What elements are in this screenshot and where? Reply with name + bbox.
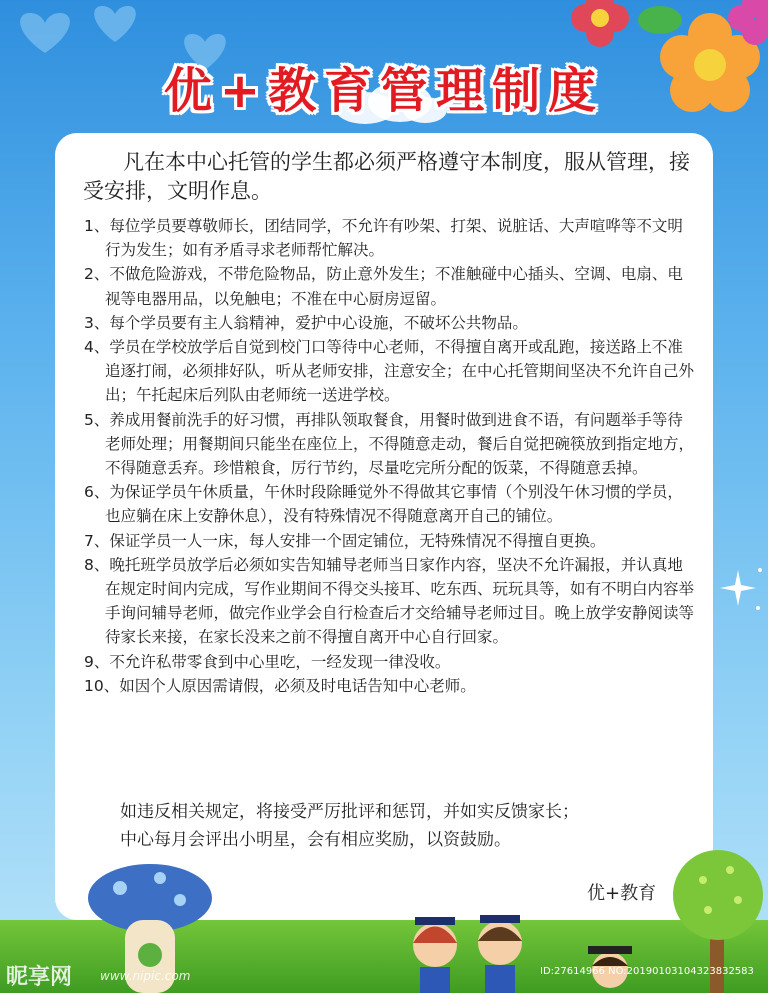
closing-line: 如违反相关规定，将接受严厉批评和惩罚，并如实反馈家长；: [120, 802, 579, 822]
intro-paragraph: 凡在本中心托管的学生都必须严格遵守本制度，服从管理，接受安排，文明作息。: [83, 150, 690, 203]
signature: 优+教育: [587, 883, 657, 904]
closing-paragraph: [120, 798, 710, 854]
heart-decoration: [85, 2, 145, 47]
list-item: 3、每个学员要有主人翁精神，爱护中心设施，不破坏公共物品。: [84, 313, 528, 332]
watermark-logo: 昵享网: [6, 965, 73, 990]
watermark-id: ID:27614966 NO:20190103104323832583: [540, 966, 754, 977]
heart-decoration: [10, 8, 80, 58]
list-item: 8、晚托班学员放学后必须如实告知辅导老师当日家作内容，坚决不允许漏报，并认真地在规定时间内完成，写作业期间不得交头接耳、吃东西、玩玩具等，如有不明白内容举手询问辅导老师，做完作业学会自行检查后才交给辅导老师过目。晚上放学安静阅读等待家长来接，在家长没来之前不得擅自离开中心自行回家。: [84, 555, 695, 647]
list-item: 5、养成用餐前洗手的好习惯，再排队领取餐食，用餐时做到进食不语，有问题举手等待老师处理；用餐期间只能坐在座位上，不得随意走动，餐后自觉把碗筷放到指定地方，不得随意丢弃。珍惜粮食，厉行节约，尽量吃完所分配的饭菜，不得随意丢掉。: [84, 410, 695, 478]
children-decoration: [400, 905, 540, 993]
list-item: 4、学员在学校放学后自觉到校门口等待中心老师，不得擅自离开或乱跑，接送路上不准追逐打闹，必须排好队，听从老师安排，注意安全；在中心托管期间坚决不允许自己外出；午托起床后列队由老师统一送进学校。: [84, 338, 695, 405]
list-item: 2、不做危险游戏，不带危险物品，防止意外发生；不准触碰中心插头、空调、电扇、电视等电器用品，以免触电；不准在中心厨房逗留。: [84, 265, 683, 308]
list-item: 10、如因个人原因需请假，必须及时电话告知中心老师。: [84, 676, 476, 695]
list-item: 6、为保证学员午休质量，午休时段除睡觉外不得做其它事情（个别没午休习惯的学员，也应躺在床上安静休息），没有特殊情况不得随意离开自己的铺位。: [84, 483, 683, 526]
list-item: 7、保证学员一人一床，每人安排一个固定铺位，无特殊情况不得擅自更换。: [84, 531, 606, 550]
sparkle-decoration: [718, 560, 768, 620]
page-title: 优+教育管理制度: [163, 63, 605, 119]
watermark-url: www.nipic.com: [100, 969, 191, 983]
list-item: 9、不允许私带零食到中心里吃，一经发现一律没收。: [84, 652, 451, 671]
rules-list: [84, 214, 694, 698]
list-item: 1、每位学员要尊敬师长，团结同学，不允许有吵架、打架、说脏话、大声喧哗等不文明行为发生；如有矛盾寻求老师帮忙解决。: [84, 217, 683, 260]
closing-line: 中心每月会评出小明星，会有相应奖励，以资鼓励。: [120, 830, 511, 850]
